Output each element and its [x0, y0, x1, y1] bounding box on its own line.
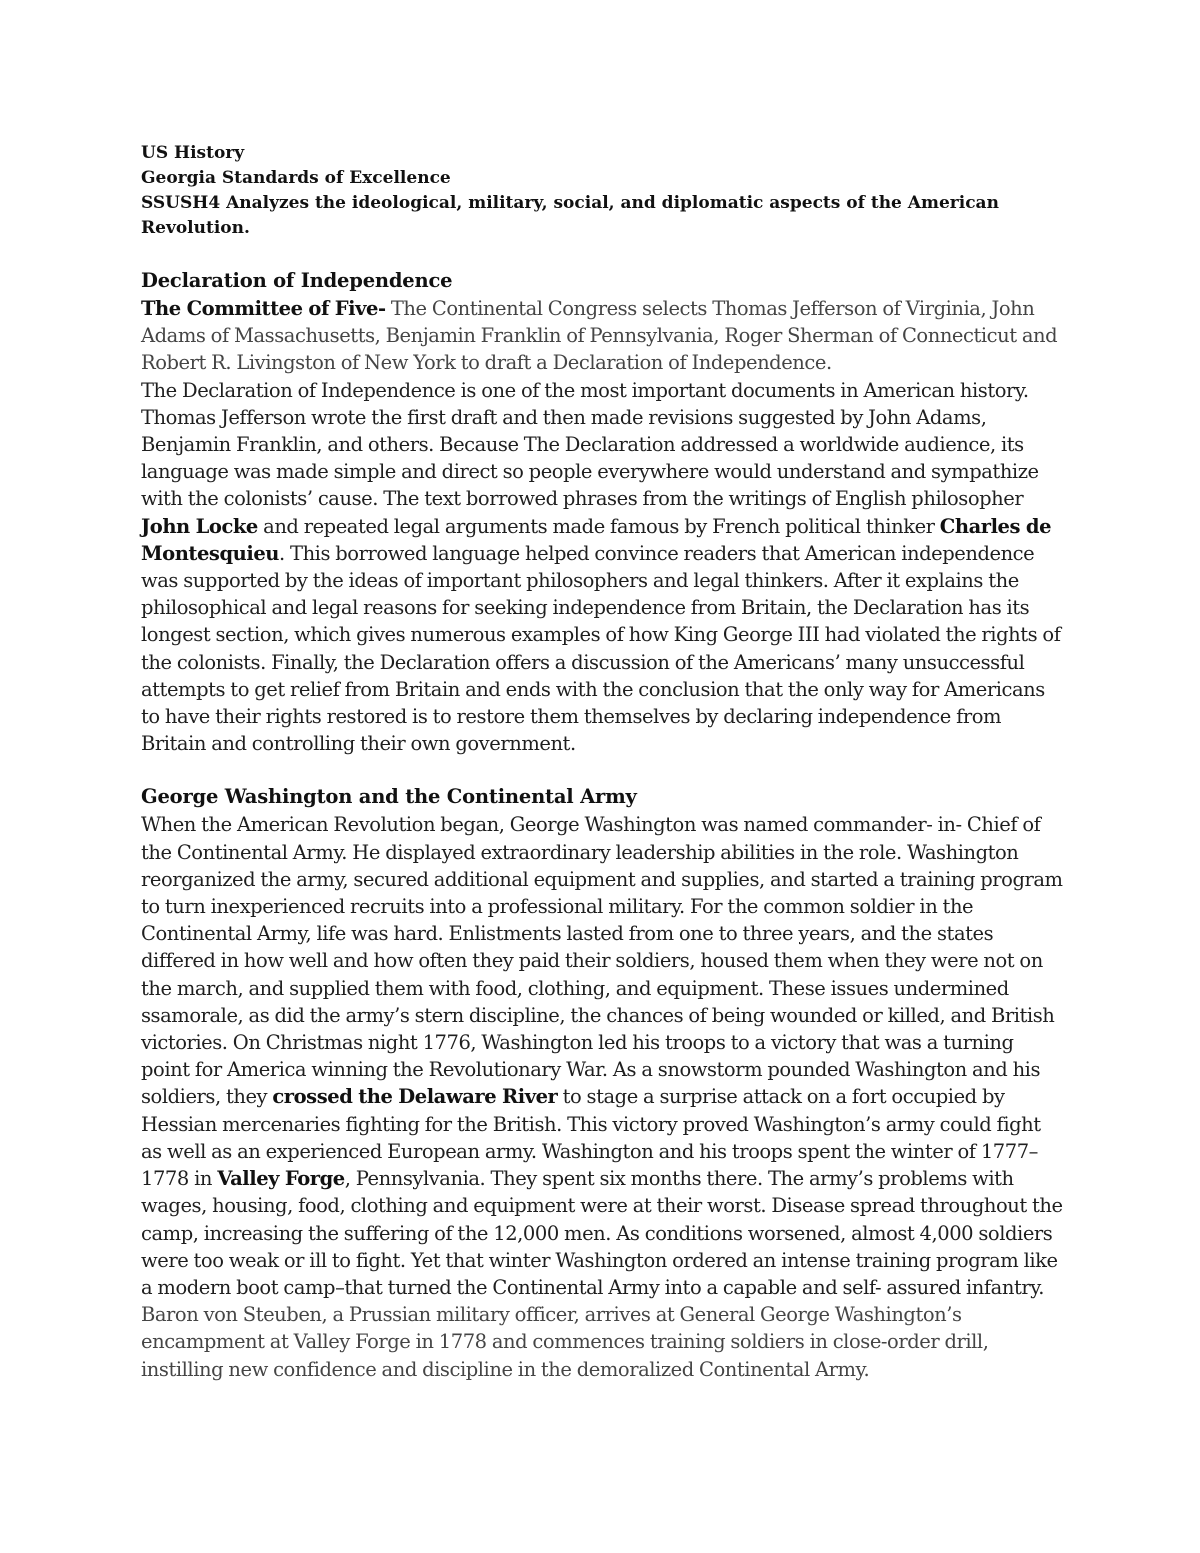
committee-text: The Continental Congress selects Thomas Jefferson of Virginia, John Adams of Massachusetts, Benjamin Franklin of Pennsylvania, Roger Sherman of Connecticut and Robert R. Livingston of New York to draft a Declaration of Independence. [141, 297, 1058, 375]
declaration-heading: Declaration of Independence [141, 269, 453, 292]
document-content [141, 141, 1066, 1383]
charles-de-montesquieu: Charles de Montesquieu [141, 514, 1052, 565]
washington-text-part-3: , Pennsylvania. They spent six months there. The army’s problems with wages, housing, food, clothing and equipment were at their worst. Disease spread throughout the camp, increasing the suffering of the 12,000 men. As conditions worsened, almost 4,000 soldiers were too weak or ill to fight. Yet that winter Washington ordered an intense training program like a modern boot camp–that turned the Continental Army into a capable and self- assured infantry. [141, 1167, 1063, 1299]
delaware-river: crossed the Delaware River [272, 1085, 558, 1109]
john-locke: John Locke [141, 514, 258, 538]
declaration-paragraph [141, 377, 1066, 758]
standards-title: Georgia Standards of Excellence [141, 168, 451, 188]
washington-text-part-2: to stage a surprise attack on a fort occupied by Hessian mercenaries fighting for the British. This victory proved Washington’s army could fight as well as an experienced European army. Washington and his troops spent the winter of 1777–1778 in [141, 1085, 1041, 1191]
washington-paragraph [141, 811, 1066, 1382]
declaration-section [141, 267, 1066, 757]
course-title: US History [141, 143, 245, 163]
standard-code-line-1: SSUSH4 Analyzes the ideological, military, social, and diplomatic aspects of the American [141, 193, 999, 213]
committee-label: The Committee of Five [141, 297, 378, 320]
committee-dash: - [377, 297, 386, 320]
declaration-text-part-2: and repeated legal arguments made famous by French political thinker [257, 514, 940, 538]
steuben-text: Baron von Steuben, a Prussian military officer, arrives at General George Washington’s encampment at Valley Forge in 1778 and commences training soldiers in close-order drill, instilling new confidence and discipline in the demoralized Continental Army. [141, 1303, 989, 1381]
washington-heading: George Washington and the Continental Army [141, 785, 637, 809]
washington-section [141, 783, 1066, 1382]
standard-code-line-2: Revolution. [141, 218, 250, 238]
declaration-text-part-3: . This borrowed language helped convince readers that American independence was supported by the ideas of important philosophers and legal thinkers. After it explains the philosophical and legal reasons for seeking independence from Britain, the Declaration has its longest section, which gives numerous examples of how King George III had violated the rights of the colonists. Finally, the Declaration offers a discussion of the Americans’ many unsuccessful attempts to get relief from Britain and ends with the conclusion that the only way for Americans to have their rights restored is to restore them themselves by declaring independence from Britain and controlling their own government. [141, 541, 1061, 756]
document-header [141, 141, 1066, 241]
committee-paragraph [141, 295, 1066, 377]
valley-forge: Valley Forge [217, 1167, 345, 1191]
washington-text-part-1: When the American Revolution began, George Washington was named commander- in- Chief of the Continental Army. He displayed extraordinary leadership abilities in the role. Washington reorganized the army, secured additional equipment and supplies, and started a training program to turn inexperienced recruits into a professional military. For the common soldier in the Continental Army, life was hard. Enlistments lasted from one to three years, and the states differed in how well and how often they paid their soldiers, housed them when they were not on the march, and supplied them with food, clothing, and equipment. These issues undermined ssamorale, as did the army’s stern discipline, the chances of being wounded or killed, and British victories. On Christmas night 1776, Washington led his troops to a victory that was a turning point for America winning the Revolutionary War. As a snowstorm pounded Washington and his soldiers, they [141, 813, 1063, 1109]
declaration-text-part-1: The Declaration of Independence is one of the most important documents in American history. Thomas Jefferson wrote the first draft and then made revisions suggested by John Adams, Benjamin Franklin, and others. Because The Declaration addressed a worldwide audience, its language was made simple and direct so people everywhere would understand and sympathize with the colonists’ cause. The text borrowed phrases from the writings of English philosopher [141, 378, 1039, 511]
